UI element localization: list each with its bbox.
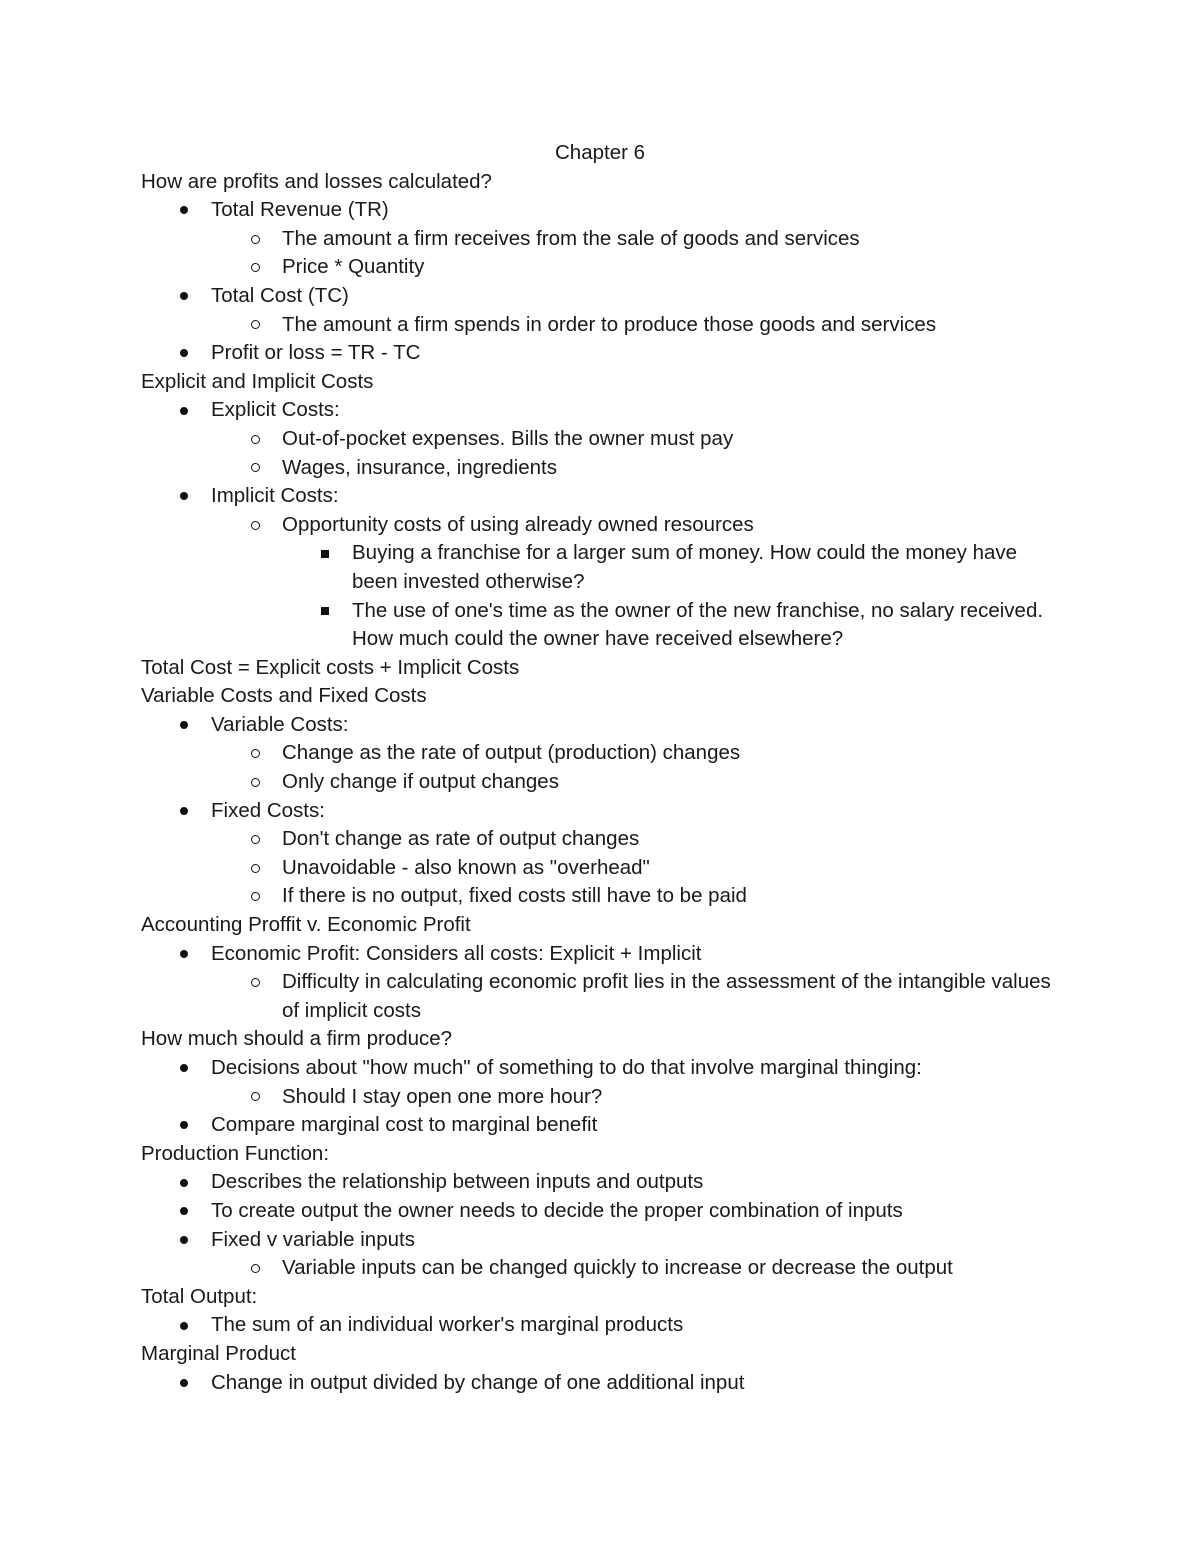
list-item-text: Decisions about "how much" of something to do that involve marginal thinging: [211, 1056, 922, 1079]
filled-circle-bullet-icon [177, 482, 191, 511]
list-item-text: Compare marginal cost to marginal benefit [211, 1113, 598, 1137]
section-heading: Production Function: [141, 1141, 330, 1165]
list-item-text: The sum of an individual worker's marginal products [211, 1313, 684, 1337]
list-item [141, 1083, 1059, 1112]
filled-square-bullet-icon [318, 597, 332, 626]
section [141, 168, 1059, 368]
hollow-circle-bullet-icon [248, 225, 262, 254]
list-item-text: Buying a franchise for a larger sum of money. How could the money have been invested otherwise? [352, 541, 1018, 593]
list-item [141, 854, 1059, 883]
list-item-text: Total Revenue (TR) [211, 198, 389, 222]
bullet-list [141, 196, 1059, 368]
filled-circle-bullet-icon [177, 196, 191, 225]
hollow-circle-bullet-icon [248, 1254, 262, 1283]
section-heading: Explicit and Implicit Costs [141, 369, 374, 393]
list-item-text: Explicit Costs: [211, 398, 340, 422]
list-item-text: Variable Costs: [211, 712, 349, 736]
list-item [141, 339, 1059, 368]
list-item [141, 1054, 1059, 1083]
list-item-text: Only change if output changes [282, 770, 559, 794]
section-heading: Total Cost = Explicit costs + Implicit Costs [141, 655, 520, 679]
filled-square-bullet-icon [318, 539, 332, 568]
list-item [141, 454, 1059, 483]
hollow-circle-bullet-icon [248, 454, 262, 483]
list-item-text: The amount a firm spends in order to produce those goods and services [282, 312, 937, 336]
hollow-circle-bullet-icon [248, 739, 262, 768]
hollow-circle-bullet-icon [248, 511, 262, 540]
bullet-list [141, 1369, 1059, 1398]
document-body [141, 168, 1059, 1398]
hollow-circle-bullet-icon [248, 825, 262, 854]
list-item-text: Economic Profit: Considers all costs: Explicit + Implicit [211, 941, 702, 965]
list-item [141, 425, 1059, 454]
section [141, 682, 1059, 911]
section [141, 1140, 1059, 1283]
list-item-text: Profit or loss = TR - TC [211, 341, 421, 365]
filled-circle-bullet-icon [177, 1054, 191, 1083]
filled-circle-bullet-icon [177, 1226, 191, 1255]
list-item [141, 253, 1059, 282]
section [141, 654, 1059, 683]
list-item [141, 711, 1059, 740]
list-item-text: Opportunity costs of using already owned resources [282, 512, 754, 536]
list-item-text: Unavoidable - also known as "overhead" [282, 855, 650, 879]
hollow-circle-bullet-icon [248, 425, 262, 454]
filled-circle-bullet-icon [177, 797, 191, 826]
section-heading: Accounting Proffit v. Economic Profit [141, 913, 471, 937]
bullet-list [141, 1311, 1059, 1340]
list-item-text: Variable inputs can be changed quickly to increase or decrease the output [282, 1256, 953, 1280]
section-heading: Variable Costs and Fixed Costs [141, 684, 427, 708]
list-item-text: To create output the owner needs to decide the proper combination of inputs [211, 1198, 903, 1222]
list-item [141, 882, 1059, 911]
list-item [141, 797, 1059, 826]
list-item [141, 282, 1059, 311]
filled-circle-bullet-icon [177, 1168, 191, 1197]
list-item [141, 768, 1059, 797]
list-item [141, 968, 1059, 1025]
list-item [141, 1254, 1059, 1283]
list-item-text: Difficulty in calculating economic profit lies in the assessment of the intangible values of implicit costs [282, 970, 1051, 1022]
filled-circle-bullet-icon [177, 339, 191, 368]
list-item [141, 1168, 1059, 1197]
filled-circle-bullet-icon [177, 1111, 191, 1140]
list-item-text: Describes the relationship between inputs and outputs [211, 1170, 704, 1194]
list-item [141, 825, 1059, 854]
hollow-circle-bullet-icon [248, 768, 262, 797]
list-item-text: Change in output divided by change of one additional input [211, 1370, 745, 1394]
section [141, 1025, 1059, 1139]
section-heading: Total Output: [141, 1284, 258, 1308]
bullet-list [141, 711, 1059, 911]
list-item [141, 311, 1059, 340]
list-item-text: The use of one's time as the owner of the new franchise, no salary received. How much could the owner have received elsewhere? [352, 598, 1044, 651]
list-item [141, 196, 1059, 225]
section [141, 1283, 1059, 1340]
list-item-text: Price * Quantity [282, 255, 425, 279]
list-item [141, 1197, 1059, 1226]
hollow-circle-bullet-icon [248, 253, 262, 282]
list-item [141, 482, 1059, 511]
filled-circle-bullet-icon [177, 282, 191, 311]
filled-circle-bullet-icon [177, 1197, 191, 1226]
list-item [141, 396, 1059, 425]
hollow-circle-bullet-icon [248, 854, 262, 883]
filled-circle-bullet-icon [177, 1311, 191, 1340]
hollow-circle-bullet-icon [248, 1083, 262, 1112]
section [141, 368, 1059, 654]
document-title: Chapter 6 [554, 141, 646, 164]
list-item-text: Total Cost (TC) [211, 283, 349, 307]
section-heading: How much should a firm produce? [141, 1027, 453, 1051]
list-item [141, 940, 1059, 969]
list-item [141, 511, 1059, 540]
list-item-text: The amount a firm receives from the sale of goods and services [282, 226, 860, 250]
list-item-text: Change as the rate of output (production) changes [282, 741, 741, 765]
hollow-circle-bullet-icon [248, 968, 262, 997]
list-item-text: Out-of-pocket expenses. Bills the owner must pay [282, 426, 734, 450]
filled-circle-bullet-icon [177, 711, 191, 740]
section-heading: How are profits and losses calculated? [141, 169, 492, 193]
list-item [141, 597, 1059, 654]
filled-circle-bullet-icon [177, 396, 191, 425]
list-item-text: Should I stay open one more hour? [282, 1084, 603, 1108]
list-item-text: Fixed v variable inputs [211, 1227, 415, 1251]
list-item-text: If there is no output, fixed costs still have to be paid [282, 884, 747, 908]
list-item-text: Wages, insurance, ingredients [282, 455, 557, 479]
list-item [141, 225, 1059, 254]
section [141, 911, 1059, 1025]
hollow-circle-bullet-icon [248, 882, 262, 911]
list-item-text: Implicit Costs: [211, 484, 339, 508]
bullet-list [141, 940, 1059, 1026]
filled-circle-bullet-icon [177, 1369, 191, 1398]
list-item [141, 739, 1059, 768]
list-item-text: Don't change as rate of output changes [282, 827, 640, 851]
list-item-text: Fixed Costs: [211, 798, 325, 822]
list-item [141, 539, 1059, 596]
list-item [141, 1226, 1059, 1255]
section [141, 1340, 1059, 1397]
list-item [141, 1369, 1059, 1398]
bullet-list [141, 1054, 1059, 1140]
document-page [141, 139, 1059, 1397]
bullet-list [141, 396, 1059, 653]
bullet-list [141, 1168, 1059, 1282]
section-heading: Marginal Product [141, 1341, 296, 1365]
list-item [141, 1111, 1059, 1140]
hollow-circle-bullet-icon [248, 311, 262, 340]
list-item [141, 1311, 1059, 1340]
filled-circle-bullet-icon [177, 940, 191, 969]
